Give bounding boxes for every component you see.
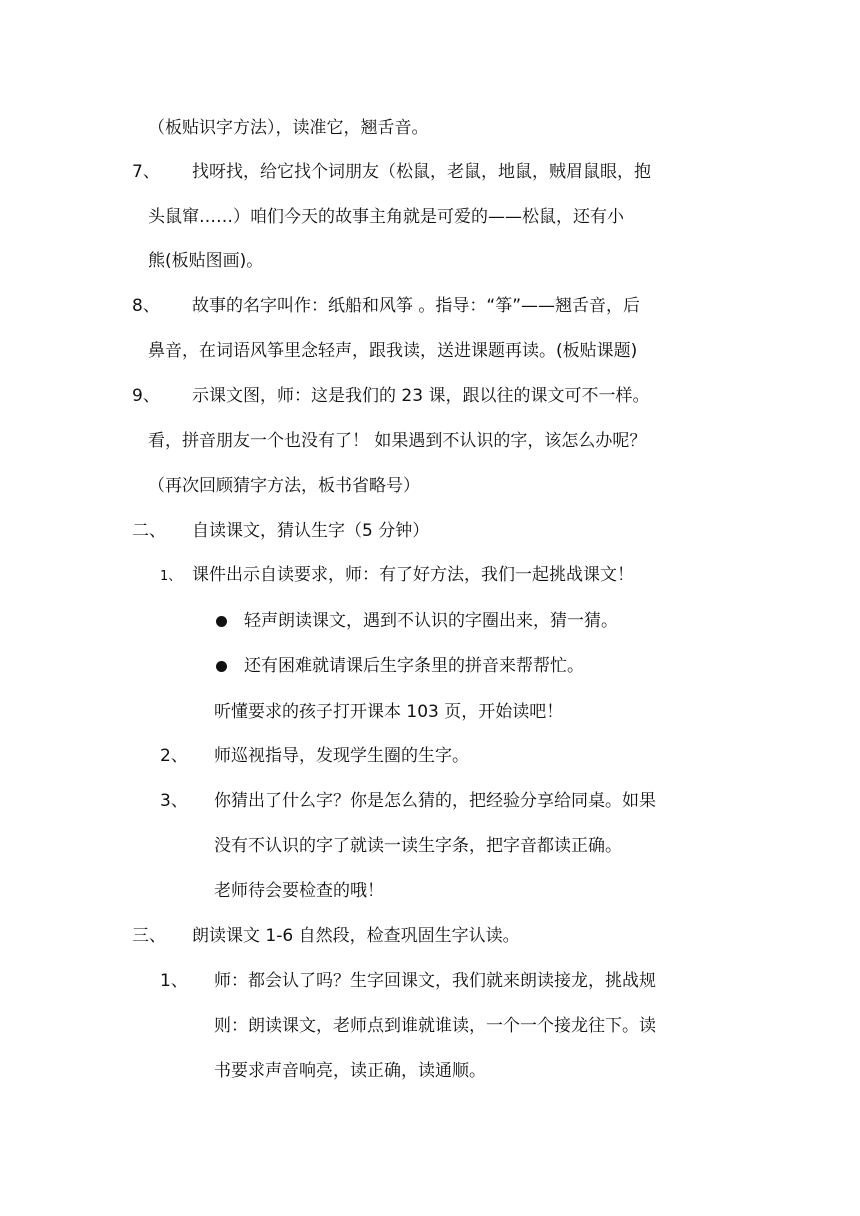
paragraph-line: 你猜出了什么字？你是怎么猜的，把经验分享给同桌。如果 (214, 791, 656, 811)
bullet-dot (216, 616, 227, 627)
paragraph-line: 书要求声音响亮，读正确，读通顺。 (214, 1061, 486, 1081)
paragraph-line: 示课文图，师：这是我们的 23 课，跟以往的课文可不一样。 (192, 386, 650, 406)
paragraph-line: 鼻音，在词语风筝里念轻声，跟我读，送进课题再读。(板贴课题) (148, 341, 638, 361)
bullet-item: 轻声朗读课文，遇到不认识的字圈出来，猜一猜。 (244, 611, 618, 631)
list-marker: 1、 (160, 971, 188, 991)
paragraph-line: 听懂要求的孩子打开课本 103 页，开始读吧！ (214, 702, 564, 722)
paragraph-line: 故事的名字叫作：纸船和风筝 。指导：“筝”——翘舌音，后 (192, 296, 641, 316)
list-marker: 2、 (160, 746, 188, 766)
paragraph-line: 师巡视指导，发现学生圈的生字。 (214, 746, 469, 766)
list-marker: 3、 (160, 791, 188, 811)
paragraph-line: 看，拼音朋友一个也没有了！ 如果遇到不认识的字，该怎么办呢？ (148, 431, 647, 451)
paragraph-line: 师：都会认了吗？生字回课文，我们就来朗读接龙，挑战规 (214, 971, 656, 991)
paragraph-line: 课件出示自读要求，师：有了好方法，我们一起挑战课文！ (192, 565, 634, 585)
list-marker: 1、 (160, 569, 182, 584)
section-marker: 三、 (132, 926, 166, 946)
list-marker: 8、 (132, 296, 160, 316)
list-marker: 7、 (132, 162, 160, 182)
paragraph-line: 找呀找，给它找个词朋友（松鼠，老鼠，地鼠，贼眉鼠眼，抱 (192, 162, 651, 182)
paragraph-line: （板贴识字方法），读准它，翘舌音。 (148, 118, 429, 138)
section-marker: 二、 (132, 521, 166, 541)
bullet-item: 还有困难就请课后生字条里的拼音来帮帮忙。 (244, 656, 584, 676)
paragraph-line: 则：朗读课文，老师点到谁就谁读，一个一个接龙往下。读 (214, 1016, 656, 1036)
bullet-dot (216, 661, 227, 672)
section-heading: 朗读课文 1-6 自然段，检查巩固生字认读。 (192, 926, 520, 946)
paragraph-line: 老师待会要检查的哦！ (214, 881, 384, 901)
paragraph-line: 熊(板贴图画)。 (148, 251, 264, 271)
paragraph-line: 没有不认识的字了就读一读生字条，把字音都读正确。 (214, 836, 622, 856)
section-heading: 自读课文，猜认生字（5 分钟） (192, 521, 430, 541)
paragraph-line: （再次回顾猜字方法，板书省略号） (148, 476, 420, 496)
list-marker: 9、 (132, 386, 160, 406)
paragraph-line: 头鼠窜……）咱们今天的故事主角就是可爱的——松鼠，还有小 (148, 207, 624, 227)
